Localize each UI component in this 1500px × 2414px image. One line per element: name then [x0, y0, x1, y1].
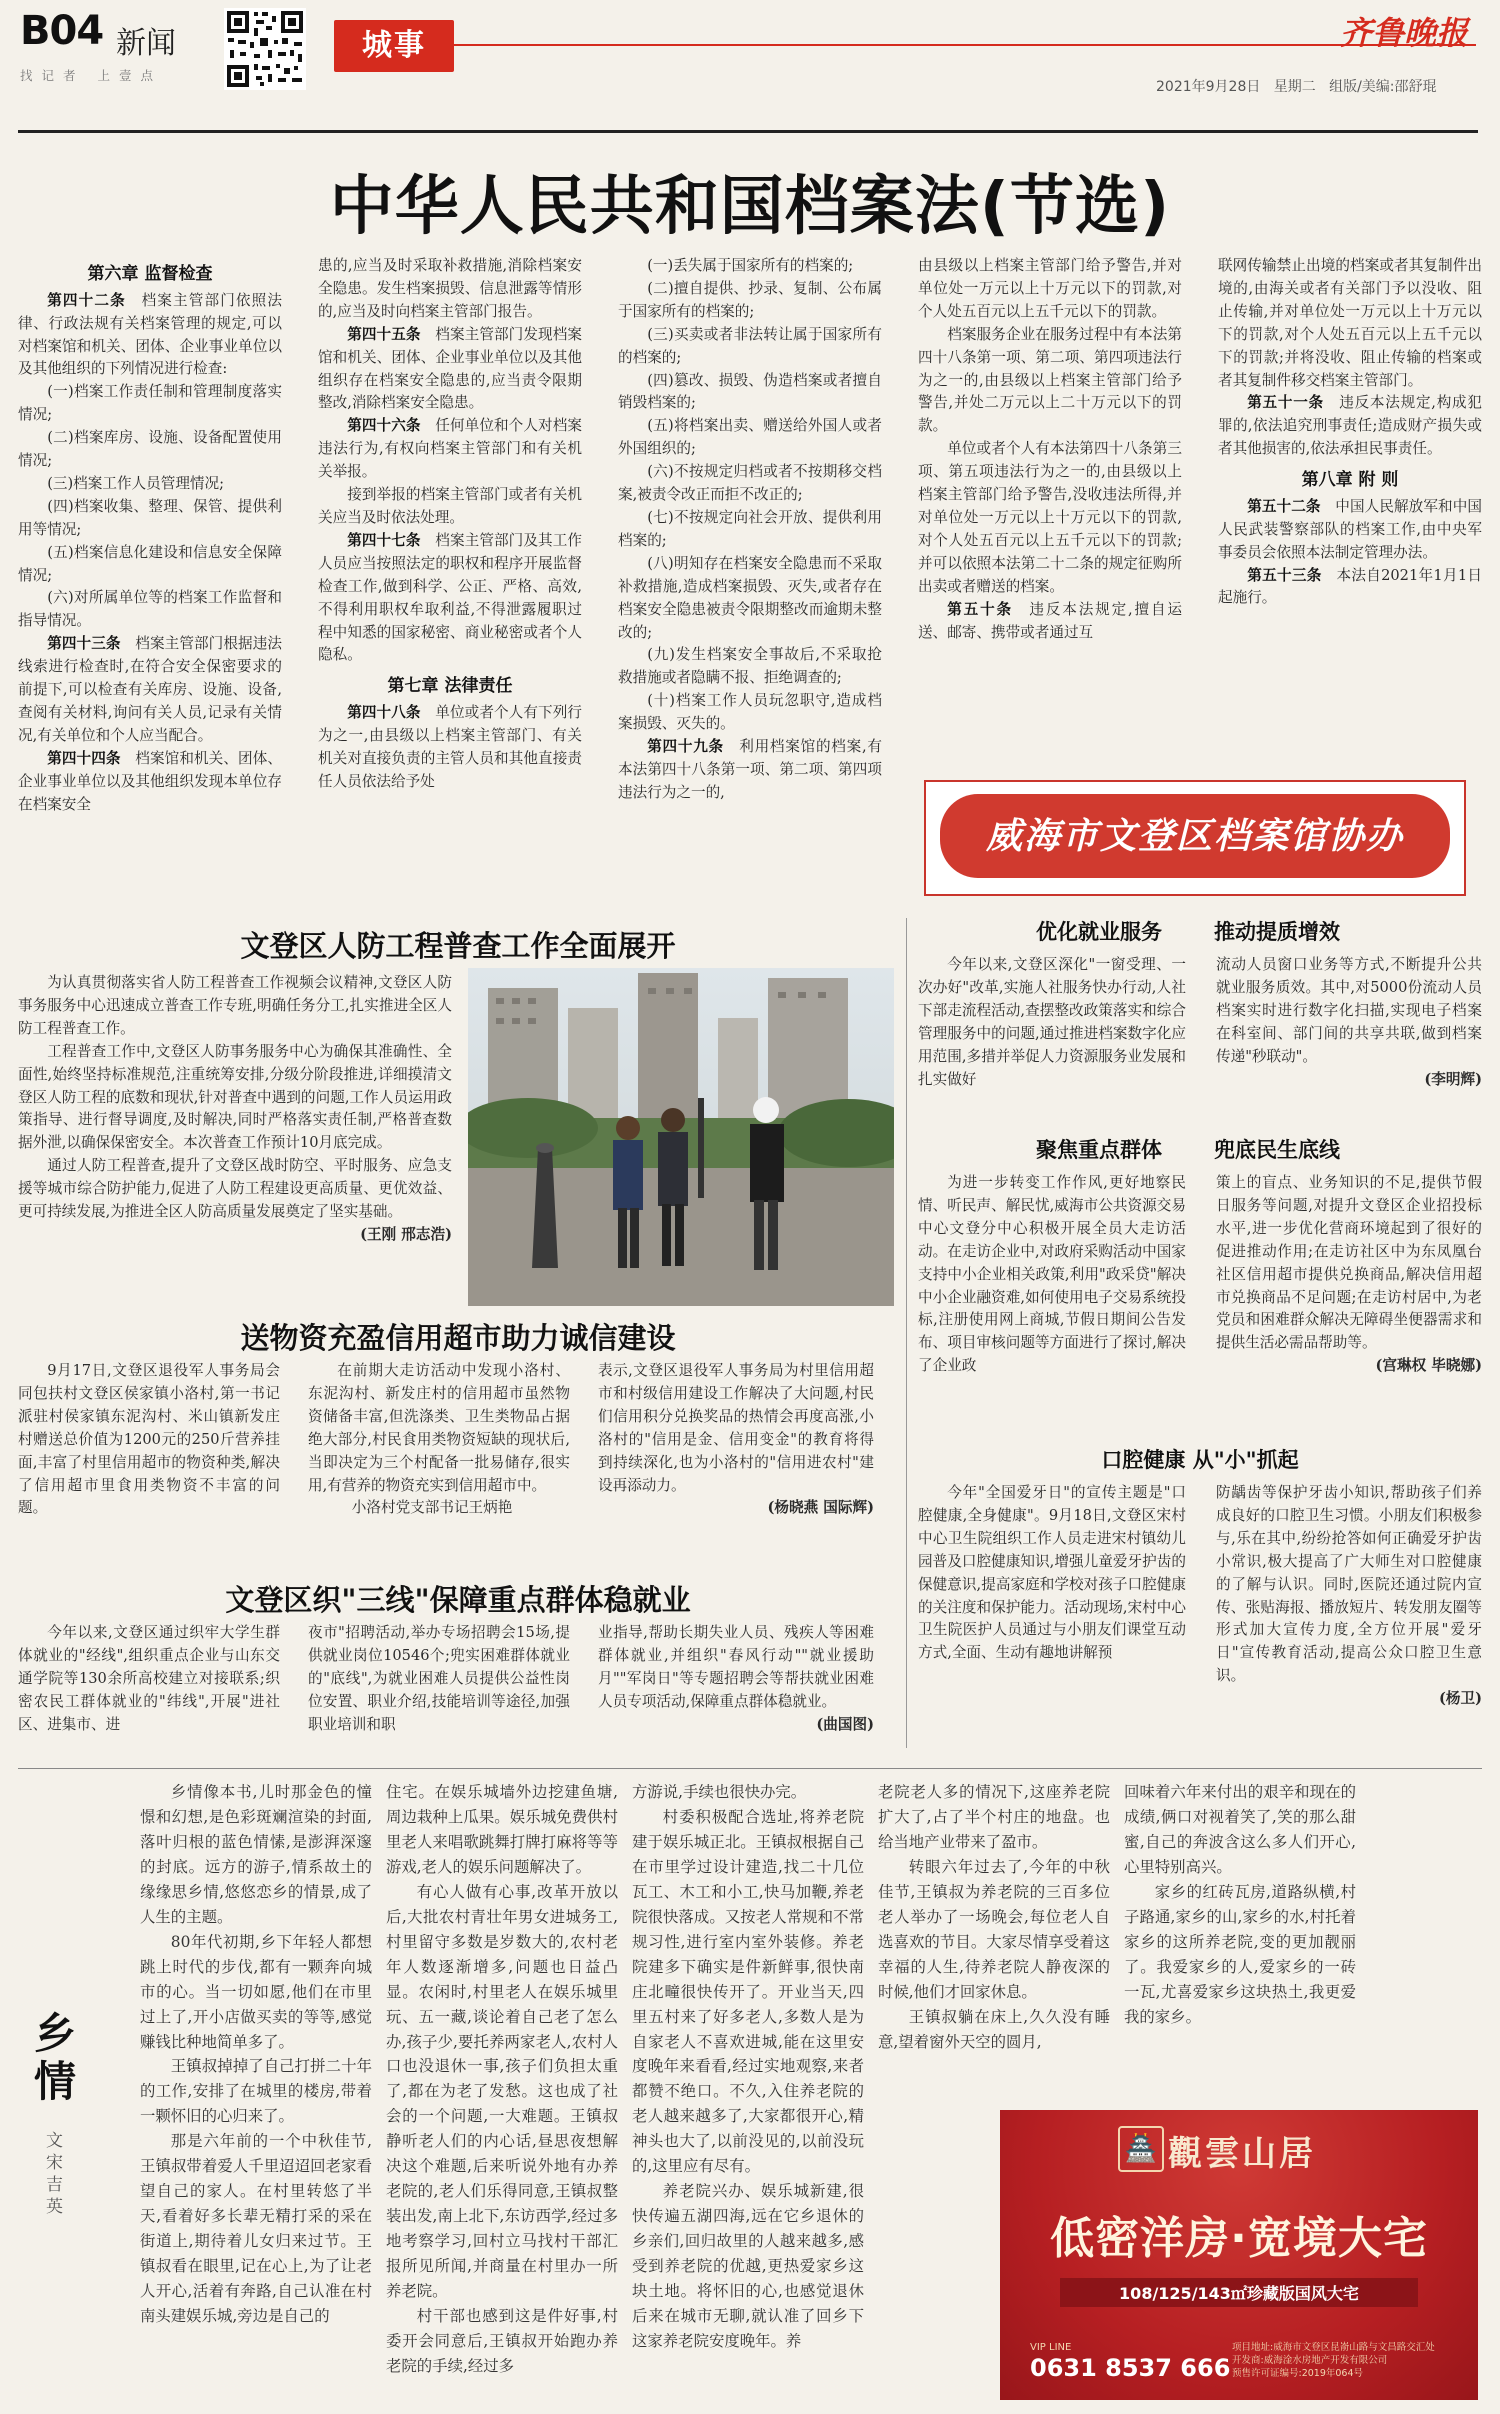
ad-seal-icon: 🏯 [1118, 2126, 1164, 2172]
renfang-body [18, 972, 452, 1312]
law-paragraph-text: (十)档案工作人员玩忽职守,造成档案损毁、灭失的。 [618, 692, 882, 733]
right-s3-col-1 [918, 1482, 1186, 1665]
law-paragraph [618, 255, 882, 278]
ad-logo: 觀雲山居 [1168, 2134, 1316, 2174]
sanxian-col-1 [18, 1622, 280, 1737]
law-paragraph-text: 档案馆和机关、团体、企业事业单位以及其他组织发现本单位存在档案安全 [18, 749, 282, 813]
supermarket-col-2-tail: 小洛村党支部书记王炳艳 [351, 1499, 513, 1517]
right-s1-col-1 [918, 954, 1186, 1091]
right-s1-col-1-text: 今年以来,文登区深化"一窗受理、一次办好"改革,实施人社服务快办行动,人社下部走流程活动,查摆整改政策落实和综合管理服务中的问题,通过推进档案数字化应用范围,多措并举促人力资源服务业发展和扎实做好 [918, 956, 1186, 1088]
supermarket-col-2 [308, 1360, 570, 1520]
law-paragraph [18, 542, 282, 588]
ad-vip-label: VIP LINE [1030, 2342, 1072, 2353]
law-paragraph [1218, 392, 1482, 461]
law-paragraph-text: (三)档案工作人员管理情况; [47, 474, 225, 492]
law-paragraph [618, 553, 882, 645]
law-paragraph-text: (五)档案信息化建设和信息安全保障情况; [18, 543, 282, 584]
archive-banner [924, 780, 1466, 896]
law-paragraph [318, 484, 582, 530]
dateline [1156, 76, 1437, 96]
ad-fine-1: 项目地址:威海市文登区昆嵛山路与文昌路交汇处 [1232, 2342, 1435, 2353]
law-paragraph [318, 415, 582, 484]
section-tag-label: 城事 [362, 28, 426, 63]
law-column-5 [1218, 255, 1482, 755]
ad-phone: 0631 8537 666 [1030, 2354, 1231, 2382]
law-paragraph [918, 324, 1182, 439]
supermarket-title: 送物资充盈信用超市助力诚信建设 [240, 1321, 676, 1355]
right-s1-credit: (李明辉) [1424, 1070, 1482, 1088]
law-column-1 [18, 255, 282, 915]
supermarket-col-1-text: 9月17日,文登区退役军人事务局会同包扶村文登区侯家镇小洛村,第一书记派驻村侯家镇东泥沟村、米山镇新发庄村赠送总价值为1200元的250斤营养挂面,丰富了村里信用超市的物资种类,解决了信用超市里食用类物资不丰富的问题。 [18, 1362, 280, 1517]
law-paragraph-text: 单位或者个人有本法第四十八条第三项、第五项违法行为之一的,由县级以上档案主管部门给予警告,没收违法所得,并对单位处一万元以上十万元以下的罚款,对个人处五百元以上五千元以下的罚款;并可以依照本法第二十二条的规定征购所出卖或者赠送的档案。 [918, 440, 1182, 595]
ad-fine-2: 开发商:威海淦水房地产开发有限公司 [1232, 2354, 1388, 2366]
right-s2-title-b: 兜底民生底线 [1214, 1138, 1340, 1162]
law-paragraph-text: 患的,应当及时采取补救措施,消除档案安全隐患。发生档案损毁、信息泄露等情形的,应当及时向档案主管部门报告。 [318, 257, 582, 320]
essay-paragraph: 有心人做有心事,改革开放以后,大批农村青壮年男女进城务工,村里留守多数是岁数大的,农村老年人数逐渐增多,问题也日益凸显。农闲时,村里老人在娱乐城里玩、五一藏,谈论着自己老了怎么办,孩子少,要托养两家老人,农村人口也没退休一事,孩子们负担太重了,都在为老了发愁。这也成了社会的一个问题,一大难题。王镇叔静听老人们的内心话,昼思夜想解决这个难题,后来听说外地有办养老院的,老人们乐得同意,王镇叔整装出发,南上北下,东访西学,经过多地考察学习,回村立马找村干部汇报所见所闻,并商量在村里办一所养老院。 [386, 1882, 618, 2301]
law-article-number: 第五十条 [947, 600, 1013, 618]
essay-column-4 [878, 1780, 1110, 2054]
law-paragraph-text: 档案主管部门发现档案馆和机关、团体、企业事业单位以及其他组织存在档案安全隐患的,应当责令限期整改,消除档案安全隐患。 [318, 325, 582, 412]
right-s3-title: 口腔健康 从"小"抓起 [1101, 1448, 1299, 1472]
law-article-number: 第四十九条 [647, 738, 724, 756]
law-paragraph [18, 381, 282, 427]
editor: 组版/美编:邵舒琨 [1329, 79, 1437, 95]
law-paragraph [18, 587, 282, 633]
renfang-paragraph: 工程普查工作中,文登区人防事务服务中心为确保其准确性、全面性,始终坚持标准规范,注重统筹安排,分级分阶段推进,详细摸清文登区人防工程的底数和现状,针对普查中遇到的问题,工作人员运用政策指导、进行督导调度,及时解决,同时严格落实责任制,严格普查数据外泄,以确保保密安全。本次普查工作预计10月底完成。 [18, 1042, 452, 1152]
ad-headline: 低密洋房·宽境大宅 [1050, 2213, 1428, 2264]
law-paragraph-text: 任何单位和个人对档案违法行为,有权向档案主管部门和有关机关举报。 [318, 417, 582, 481]
law-paragraph-text: (六)对所属单位等的档案工作监督和指导情况。 [18, 589, 282, 630]
law-paragraph-text: (三)买卖或者非法转让属于国家所有的档案的; [618, 325, 882, 366]
law-paragraph [318, 702, 582, 794]
law-paragraph-text: (四)档案收集、整理、保管、提供利用等情况; [18, 497, 282, 538]
law-article-number: 第四十六条 [347, 417, 421, 435]
law-paragraph [618, 461, 882, 507]
essay-column-5 [1124, 1780, 1356, 2030]
weekday: 星期二 [1273, 79, 1316, 95]
law-paragraph-text: 档案服务企业在服务过程中有本法第四十八条第一项、第二项、第四项违法行为之一的,由县级以上档案主管部门给予警告,并处二万元以上二十万元以下的罚款。 [918, 325, 1182, 435]
essay-paragraph: 王镇叔躺在床上,久久没有睡意,望着窗外天空的圆月, [878, 2007, 1110, 2051]
law-paragraph [618, 415, 882, 461]
ad-fine-3: 预售许可证编号:2019年064号 [1232, 2367, 1364, 2379]
right-s3-col-2-text: 防龋齿等保护牙齿小知识,帮助孩子们养成良好的口腔卫生习惯。小朋友们积极参与,乐在其中,纷纷抢答如何正确爱牙护齿小常识,极大提高了广大师生对口腔健康的了解与认识。同时,医院还通过院内宣传、张贴海报、播放短片、转发朋友圈等形式加大宣传力度,全方位开展"爱牙日"宣传教育活动,提高公众口腔卫生意识。 [1216, 1484, 1482, 1685]
right-s3-col-1-text: 今年"全国爱牙日"的宣传主题是"口腔健康,全身健康"。9月18日,文登区宋村中心卫生院组织工作人员走进宋村镇幼儿园普及口腔健康知识,增强儿童爱牙护齿的保健意识,提高家庭和学校对孩子口腔健康的关注度和保护能力。活动现场,宋村中心卫生院医护人员通过与小朋友们课堂互动方式,全面、生动有趣地讲解预 [918, 1484, 1186, 1662]
law-article-number: 第五十三条 [1247, 566, 1322, 584]
law-paragraph [618, 644, 882, 690]
column-divider [906, 918, 907, 1748]
essay-title: 乡情 [34, 2009, 77, 2107]
law-article-number: 第四十八条 [347, 704, 421, 721]
law-paragraph [918, 255, 1182, 324]
law-paragraph-text: (一)丢失属于国家所有的档案的; [647, 257, 854, 274]
renfang-title: 文登区人防工程普查工作全面展开 [240, 929, 676, 963]
essay-column-2 [386, 1780, 618, 2379]
right-s2-col-2 [1216, 1172, 1482, 1378]
law-column-3 [618, 255, 882, 915]
supermarket-col-3-text: 表示,文登区退役军人事务局为村里信用超市和村级信用建设工作解决了大问题,村民们信用积分兑换奖品的热情会再度高涨,小洛村的"信用是金、信用变金"的教育将得到持续深化,也为小洛村的"信用进农村"建设再添动力。 [598, 1362, 874, 1494]
law-paragraph-text: (四)篡改、损毁、伪造档案或者擅自销毁档案的; [618, 371, 882, 412]
law-paragraph [318, 530, 582, 667]
essay-paragraph: 村干部也感到这是件好事,村委开会同意后,王镇叔开始跑办养老院的手续,经过多 [386, 2307, 618, 2375]
law-paragraph-text: (八)明知存在档案安全隐患而不采取补救措施,造成档案损毁、灭失,或者存在档案安全隐患被责令限期整改而逾期未整改的; [618, 554, 882, 641]
law-article-number: 第四十四条 [47, 749, 121, 767]
essay-column-3 [632, 1780, 864, 2354]
supermarket-credit: (杨晓燕 国际辉) [767, 1499, 874, 1517]
law-article-number: 第四十三条 [47, 635, 121, 653]
right-s1-title-a: 优化就业服务 [1036, 920, 1162, 944]
essay-paragraph: 家乡的红砖瓦房,道路纵横,村子路通,家乡的山,家乡的水,村托着家乡的这所养老院,变的更加靓丽了。我爱家乡的人,爱家乡的一砖一瓦,尤喜爱家乡这块热土,我更爱我的家乡。 [1124, 1882, 1356, 2026]
law-paragraph [1218, 496, 1482, 565]
law-article-number: 第四十五条 [347, 325, 421, 343]
supermarket-col-1 [18, 1360, 280, 1520]
law-article-number: 第四十二条 [47, 291, 126, 309]
renfang-credit: (王刚 邢志浩) [360, 1225, 452, 1243]
page-number: B04 [20, 8, 104, 54]
renfang-paragraph: 通过人防工程普查,提升了文登区战时防空、平时服务、应急支援等城市综合防护能力,促进了人防工程建设更高质量、更优效益、更可持续发展,为推进全区人防高质量发展奠定了坚实基础。 [18, 1157, 452, 1221]
right-s1-title-b: 推动提质增效 [1214, 920, 1340, 944]
law-paragraph-text: 违反本法规定,构成犯罪的,依法追究刑事责任;造成财产损失或者其他损害的,依法承担民事责任。 [1218, 394, 1482, 458]
supermarket-col-2-text: 在前期大走访活动中发现小洛村、东泥沟村、新发庄村的信用超市虽然物资储备丰富,但洗涤类、卫生类物品占据绝大部分,村民食用类物资短缺的现状后,当即决定为三个村配备一批易储存,很实用,有营养的物资充实到信用超市中。 [308, 1362, 570, 1494]
law-article-number: 第五十一条 [1247, 394, 1324, 412]
essay-paragraph: 方游说,手续也很快办完。 [632, 1783, 807, 1801]
law-paragraph-text: 档案主管部门根据违法线索进行检查时,在符合安全保密要求的前提下,可以检查有关库房、设施、设备,查阅有关材料,询问有关人员,记录有关情况,有关单位和个人应当配合。 [18, 635, 282, 744]
law-paragraph [1218, 255, 1482, 392]
sanxian-col-2 [308, 1622, 570, 1737]
property-ad[interactable] [1000, 2110, 1478, 2400]
law-paragraph [18, 496, 282, 542]
law-paragraph [1218, 565, 1482, 611]
sanxian-col-3-text: 业指导,帮助长期失业人员、残疾人等困难群体就业,并组织"春风行动""就业援助月""军岗日"等专题招聘会等帮扶就业困难人员专项活动,保障重点群体稳就业。 [598, 1624, 874, 1710]
law-paragraph [18, 290, 282, 382]
essay-paragraph: 80年代初期,乡下年轻人都想跳上时代的步伐,都有一颗奔向城市的心。当一切如愿,他们在市里过上了,开小店做买卖的等等,感觉赚钱比种地简单多了。 [140, 1932, 372, 2051]
sanxian-title: 文登区织"三线"保障重点群体稳就业 [225, 1583, 691, 1617]
law-paragraph [318, 255, 582, 324]
law-column-2 [318, 255, 582, 915]
law-paragraph [18, 427, 282, 473]
law-paragraph-text: 档案主管部门依照法律、行政法规有关档案管理的规定,可以对档案馆和机关、团体、企业事业单位以及其他组织的下列情况进行检查: [18, 291, 282, 378]
section-tag [334, 20, 454, 72]
right-s2-credit: (宫琳权 毕晓娜) [1375, 1357, 1482, 1375]
renfang-paragraph: 为认真贯彻落实省人防工程普查工作视频会议精神,文登区人防事务服务中心迅速成立普查工作专班,明确任务分工,扎实推进全区人防工程普查工作。 [18, 974, 452, 1037]
header-red-rule [454, 44, 1476, 46]
essay-paragraph: 老院老人多的情况下,这座养老院扩大了,占了半个村庄的地盘。也给当地产业带来了盈市。 [878, 1783, 1110, 1851]
law-paragraph-text: 由县级以上档案主管部门给予警告,并对单位处一万元以上十万元以下的罚款,对个人处五百元以上五千元以下的罚款。 [918, 257, 1182, 320]
law-paragraph-text: (六)不按规定归档或者不按期移交档案,被责令改正而拒不改正的; [618, 463, 882, 504]
law-paragraph-text: 中国人民解放军和中国人民武装警察部队的档案工作,由中央军事委员会依照本法制定管理办法。 [1218, 497, 1482, 561]
law-paragraph-text: (二)擅自提供、抄录、复制、公布属于国家所有的档案的; [618, 279, 882, 320]
right-s3-col-2 [1216, 1482, 1482, 1711]
law-paragraph [918, 438, 1182, 598]
essay-paragraph: 住宅。在娱乐城墙外边挖建鱼塘,周边栽种上瓜果。娱乐城免费供村里老人来唱歌跳舞打牌打麻将等等游戏,老人的娱乐问题解决了。 [386, 1783, 618, 1876]
essay-column-1 [140, 1780, 372, 2329]
law-paragraph-text: (一)档案工作责任制和管理制度落实情况; [18, 383, 282, 424]
law-paragraph-text: 联网传输禁止出境的档案或者其复制件出境的,由海关或者有关部门予以没收、阻止传输,并对单位处一万元以上十万元以下的罚款,对个人处五百元以上五千元以下的罚款;并将没收、阻止传输的档案或者其复制件移交档案主管部门。 [1218, 257, 1482, 389]
essay-paragraph: 乡情像本书,儿时那金色的憧憬和幻想,是色彩斑斓渲染的封面,落叶归根的蓝色情愫,是澎湃深邃的封底。远方的游子,情系故土的缘缘思乡情,悠悠恋乡的情景,成了人生的主题。 [140, 1783, 372, 1926]
essay-paragraph: 村委积极配合选址,将养老院建于娱乐城正北。王镇叔根据自己在市里学过设计建造,找二十几位瓦工、木工和小工,快马加鞭,养老院很快落成。又按老人常规和不常规习性,进行室内室外装修。养老院建多下确实是件新鲜事,很快南庄北疃很快传开了。开业当天,四里五村来了好多老人,多数人是为自家老人不喜欢进城,能在这里安度晚年来看看,经过实地观察,来者都赞不绝口。不久,入住养老院的老人越来越多了,大家都很开心,精神头也大了,以前没见的,以前没玩的,这里应有尽有。 [632, 1807, 864, 2176]
right-s1-col-2-text: 流动人员窗口业务等方式,不断提升公共就业服务质效。其中,对5000份流动人员档案实时进行数字化扫描,实现电子档案在科室间、部门间的共享共联,做到档案传递"秒联动"。 [1216, 956, 1482, 1065]
brand-logo: 齐鲁晚报 [1340, 14, 1469, 52]
right-s3-credit: (杨卫) [1439, 1690, 1482, 1708]
law-paragraph-text: 本法自2021年1月1日起施行。 [1218, 566, 1482, 607]
law-article-number: 第五十二条 [1247, 497, 1321, 515]
essay-top-rule [18, 1768, 1482, 1769]
law-paragraph-text: (七)不按规定向社会开放、提供利用档案的; [618, 508, 882, 549]
essay-paragraph: 回味着六年来付出的艰辛和现在的成绩,俩口对视着笑了,笑的那么甜蜜,自己的奔波含这么多人们开心,心里特别高兴。 [1124, 1783, 1356, 1876]
right-s2-col-1 [918, 1172, 1186, 1378]
law-paragraph-text: 接到举报的档案主管部门或者有关机关应当及时依法处理。 [318, 486, 582, 526]
ad-fineprint [1232, 2342, 1468, 2380]
law-paragraph [618, 324, 882, 370]
law-chapter-heading: 第六章 监督检查 [87, 264, 213, 284]
ad-subline: 108/125/143㎡珍藏版国风大宅 [1060, 2278, 1418, 2307]
supermarket-col-3 [598, 1360, 874, 1520]
law-paragraph-text: 利用档案馆的档案,有本法第四十八条第一项、第二项、第四项违法行为之一的, [618, 738, 882, 801]
law-paragraph [18, 473, 282, 496]
essay-paragraph: 转眼六年过去了,今年的中秋佳节,王镇叔为养老院的三百多位老人举办了一场晚会,每位老人自选喜欢的节目。大家尽情享受着这幸福的人生,待养老院人静夜深的时候,他们才回家休息。 [878, 1857, 1110, 2001]
law-title: 中华人民共和国档案法(节选) [329, 170, 1171, 244]
law-paragraph-text: (五)将档案出卖、赠送给外国人或者外国组织的; [618, 417, 882, 458]
right-s1-col-2 [1216, 954, 1482, 1091]
law-paragraph [618, 690, 882, 736]
law-paragraph-text: 违反本法规定,擅自运送、邮寄、携带或者通过互 [918, 600, 1182, 641]
slogan: 找记者 上壹点 [20, 68, 162, 83]
sanxian-col-1-text: 今年以来,文登区通过织牢大学生群体就业的"经线",组织重点企业与山东交通学院等130余所高校建立对接联系;织密农民工群体就业的"纬线",开展"进社区、进集市、进 [18, 1624, 280, 1733]
sanxian-col-3 [598, 1622, 874, 1737]
law-paragraph [618, 370, 882, 416]
qr-code-icon [224, 8, 306, 90]
right-s2-col-1-text: 为进一步转变工作作风,更好地察民情、听民声、解民忧,威海市公共资源交易中心文登分中心积极开展全员大走访活动。在走访企业中,对政府采购活动中国家支持中小企业相关政策,利用"政采贷"解决中小企业融资难,如何使用电子交易系统投标,注册使用网上商城,节假日期间公告发布、项目审核问题等方面进行了探讨,解决了企业政 [918, 1174, 1186, 1375]
archive-banner-text: 威海市文登区档案馆协办 [985, 815, 1404, 857]
law-paragraph [918, 599, 1182, 645]
renfang-photo [468, 968, 894, 1306]
sanxian-col-2-text: 夜市"招聘活动,举办专场招聘会15场,提供就业岗位10546个;兜实困难群体就业的"底线",为就业困难人员提供公益性岗位安置、职业介绍,技能培训等途径,加强职业培训和职 [308, 1624, 570, 1733]
essay-paragraph: 养老院兴办、娱乐城新建,很快传遍五湖四海,远在它乡退休的乡亲们,回归故里的人越来越多,感受到养老院的优越,更热爱家乡这块土地。将怀旧的心,也感觉退休后来在城市无聊,就认准了回乡下这家养老院安度晚年。养 [632, 2182, 864, 2350]
law-paragraph [618, 736, 882, 805]
right-s2-col-2-text: 策上的盲点、业务知识的不足,提供节假日服务等问题,对提升文登区企业招投标水平,进一步优化营商环境起到了很好的促进推动作用;在走访社区中为东凤凰台社区信用超市提供兑换商品,解决信用超市兑换商品不足问题;在走访村居中,为老党员和困难群众解决无障碍坐便器需求和提供生活必需品帮助等。 [1216, 1174, 1482, 1352]
law-chapter-heading: 第七章 法律责任 [387, 676, 513, 697]
section-name: 新闻 [116, 26, 176, 61]
law-paragraph [18, 633, 282, 748]
essay-byline: 文 宋吉英 [46, 2131, 63, 2218]
law-column-4 [918, 255, 1182, 755]
date: 2021年9月28日 [1156, 79, 1261, 95]
law-paragraph-text: (九)发生档案安全事故后,不采取抢救措施或者隐瞒不报、拒绝调查的; [618, 646, 882, 687]
law-paragraph-text: (二)档案库房、设施、设备配置使用情况; [18, 429, 282, 470]
right-s2-title-a: 聚焦重点群体 [1036, 1138, 1162, 1162]
essay-paragraph: 那是六年前的一个中秋佳节,王镇叔带着爱人千里迢迢回老家看望自己的家人。在村里转悠了半天,看着好多长辈无精打采的采在街道上,期待着儿女归来过节。王镇叔看在眼里,记在心上,为了让老人开心,活着有奔路,自己认准在村南头建娱乐城,旁边是自己的 [140, 2132, 372, 2326]
law-paragraph [318, 324, 582, 416]
law-article-number: 第四十七条 [347, 531, 421, 549]
law-paragraph-text: 档案主管部门及其工作人员应当按照法定的职权和程序开展监督检查工作,做到科学、公正、严格、高效,不得利用职权牟取利益,不得泄露履职过程中知悉的国家秘密、商业秘密或者个人隐私。 [318, 531, 582, 664]
law-paragraph [18, 748, 282, 817]
sanxian-credit: (曲国图) [816, 1715, 874, 1733]
law-paragraph [618, 507, 882, 553]
header-rule [18, 130, 1478, 133]
law-paragraph [618, 278, 882, 324]
law-paragraph-text: 单位或者个人有下列行为之一,由县级以上档案主管部门、有关机关对直接负责的主管人员和其他直接责任人员依法给予处 [318, 704, 582, 790]
essay-paragraph: 王镇叔掉掉了自己打拼二十年的工作,安排了在城里的楼房,带着一颗怀旧的心归来了。 [140, 2057, 372, 2126]
law-chapter-heading: 第八章 附 则 [1301, 470, 1399, 491]
